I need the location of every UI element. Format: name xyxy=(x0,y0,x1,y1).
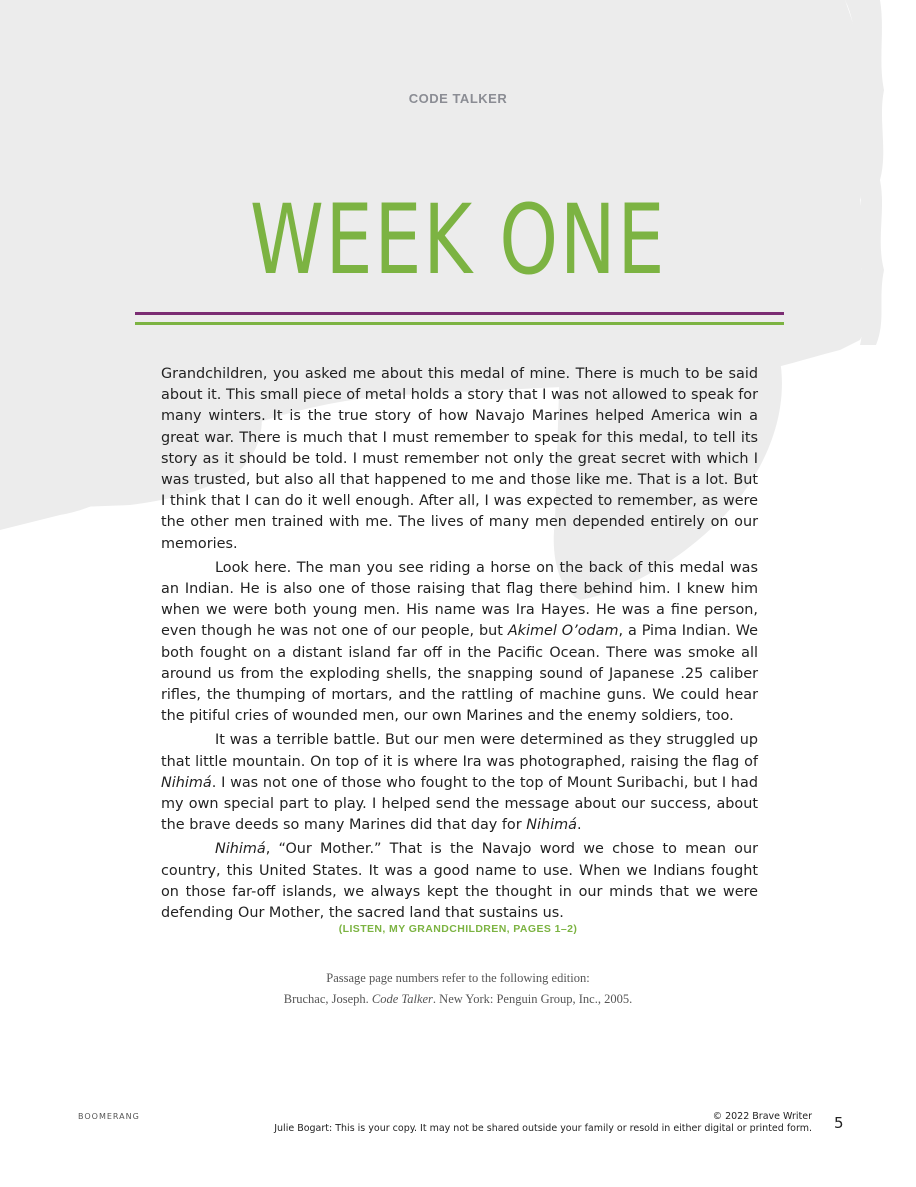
passage-text: . xyxy=(576,817,582,834)
edition-note xyxy=(0,968,916,1010)
edition-note-line-1: Passage page numbers refer to the following edition: xyxy=(326,971,590,985)
book-title-header: CODE TALKER xyxy=(408,91,508,106)
passage-citation: (LISTEN, MY GRANDCHILDREN, PAGES 1–2) xyxy=(338,923,578,935)
passage-paragraph-4 xyxy=(161,839,758,924)
passage-italic-term: Akimel O’odam xyxy=(507,623,619,640)
license-notice: Julie Bogart: This is your copy. It may not be shared outside your family or resold in either digital or printed form. xyxy=(274,1123,812,1134)
page-number: 5 xyxy=(834,1114,844,1132)
passage-text: It was a terrible battle. But our men were determined as they struggled up that little mountain. On top of it is where Ira was photographed, raising the flag of xyxy=(161,732,758,770)
passage-text: Look here. The man you see riding a horse on the back of this medal was an Indian. He is also one of those raising that flag there behind him. I knew him when we were both young men. His name was Ira Hayes. He was a fine person, even though he was not one of our people, but xyxy=(161,559,758,640)
boomerang-logo: BOOMERANG xyxy=(78,1112,140,1121)
passage-paragraph-1: Grandchildren, you asked me about this medal of mine. There is much to be said about it. This small piece of metal holds a story that I was not allowed to speak for many winters. It is the true story of how Navajo Marines helped America win a great war. There is much that I must remember to speak for this medal, to tell its story as it should be told. I must remember not only the great secret with which I was trusted, but also all that happened to me and those like me. That is a lot. But I think that I can do it well enough. After all, I was expected to remember, as were the other men trained with me. The lives of many men depended entirely on our memories. xyxy=(161,366,758,552)
edition-publisher: . New York: Penguin Group, Inc., 2005. xyxy=(432,992,633,1006)
passage-italic-term: Nihimá xyxy=(161,774,212,791)
passage-text: . I was not one of those who fought to the top of Mount Suribachi, but I had my own special part to play. I helped send the message about our success, about the brave deeds so many Marines did that day for xyxy=(161,774,758,834)
passage-paragraph-2 xyxy=(161,558,758,728)
passage-text: , a Pima Indian. We both fought on a distant island far off in the Pacific Ocean. There was smoke all around us from the exploding shells, the snapping sound of Japanese .25 caliber rifles, the thumping of mortars, and the rattling of machine guns. We could hear the pitiful cries of wounded men, our own Marines and the enemy soldiers, too. xyxy=(161,623,758,725)
page-title: WEEK ONE xyxy=(249,184,667,296)
edition-book-title: Code Talker xyxy=(371,992,433,1006)
divider-purple xyxy=(135,312,784,315)
copyright-line: © 2022 Brave Writer xyxy=(712,1111,812,1122)
passage-italic-term: Nihimá xyxy=(526,817,577,834)
copyright-block xyxy=(274,1111,812,1135)
passage-italic-term: Nihimá xyxy=(215,841,266,858)
passage-paragraph-3 xyxy=(161,730,758,836)
edition-note-line-2 xyxy=(0,989,916,1010)
passage-text: , “Our Mother.” That is the Navajo word we chose to mean our country, this United States. It was a good name to use. When we Indians fought on those far-off islands, we always kept the thought in our minds that we were defending Our Mother, the sacred land that sustains us. xyxy=(161,841,758,922)
divider-green xyxy=(135,322,784,325)
edition-author: Bruchac, Joseph. xyxy=(283,992,372,1006)
passage xyxy=(161,364,758,927)
